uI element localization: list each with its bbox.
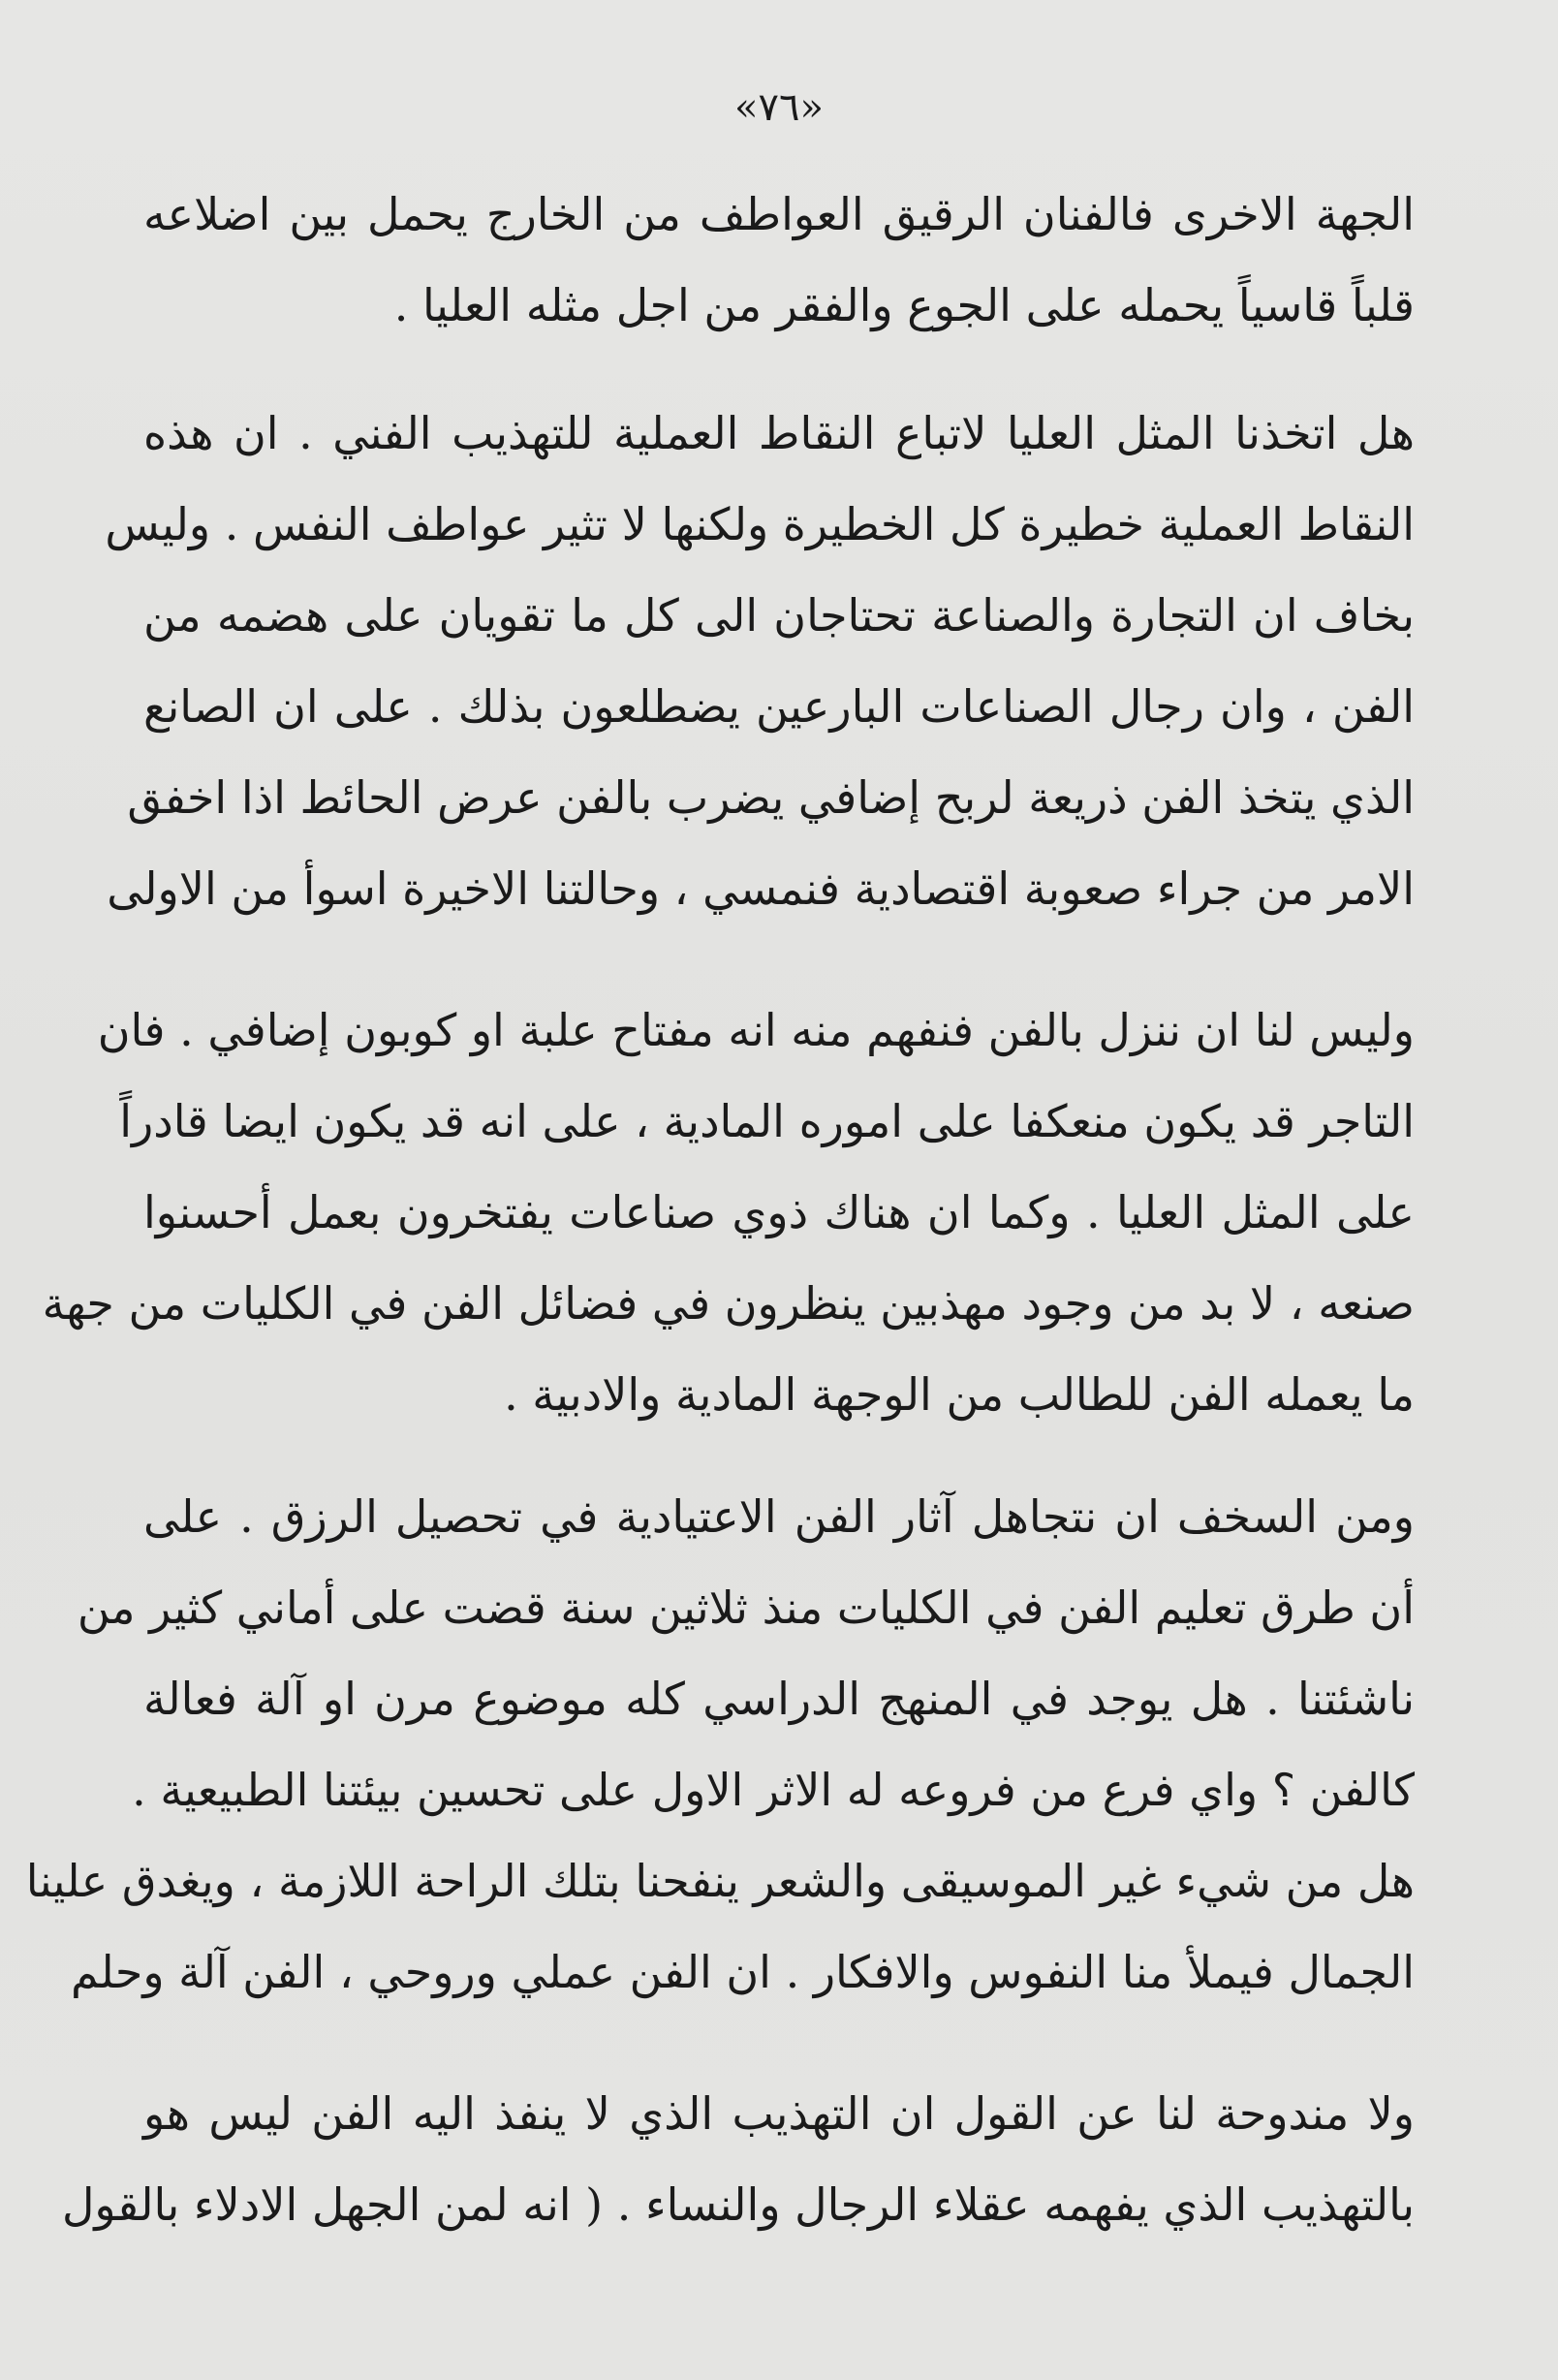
paragraph-4	[25, 1490, 1415, 2039]
text-line: الجهة الاخرى فالفنان الرقيق العواطف من الخارج يحمل بين اضلاعه	[143, 188, 1415, 240]
text-line: كالفن ؟ واي فرع من فروعه له الاثر الاول على تحسين بيئتنا الطبيعية .	[132, 1764, 1415, 1816]
text-line: قلباً قاسياً يحمله على الجوع والفقر من اجل مثله العليا .	[393, 279, 1415, 331]
paragraph-3	[42, 1004, 1415, 1461]
text-line: الذي يتخذ الفن ذريعة لربح إضافي يضرب بالفن عرض الحائط اذا اخفق	[127, 771, 1415, 824]
text-line: ومن السخف ان نتجاهل آثار الفن الاعتيادية في تحصيل الرزق . على	[143, 1490, 1415, 1543]
paragraph-5	[61, 2087, 1415, 2271]
text-line: ما يعمله الفن للطالب من الوجهة المادية والادبية .	[504, 1368, 1415, 1421]
text-line: الامر من جراء صعوبة اقتصادية فنمسي ، وحالتنا الاخيرة اسوأ من الاولى	[107, 862, 1415, 915]
text-line: هل من شيء غير الموسيقى والشعر ينفحنا بتلك الراحة اللازمة ، ويغدق علينا	[25, 1855, 1415, 1907]
text-line: ناشئتنا . هل يوجد في المنهج الدراسي كله موضوع مرن او آلة فعالة	[143, 1673, 1415, 1725]
text-line: ولا مندوحة لنا عن القول ان التهذيب الذي لا ينفذ اليه الفن ليس هو	[143, 2087, 1415, 2140]
paragraph-2	[105, 407, 1415, 955]
text-line: بخاف ان التجارة والصناعة تحتاجان الى كل ما تقويان على هضمه من	[143, 589, 1415, 642]
text-line: الجمال فيملأ منا النفوس والافكار . ان الفن عملي وروحي ، الفن آلة وحلم	[71, 1946, 1415, 1998]
text-line: الفن ، وان رجال الصناعات البارعين يضطلعون بذلك . على ان الصانع	[143, 680, 1415, 733]
page-number: «٧٦»	[734, 85, 824, 130]
paragraph-1	[143, 190, 1415, 372]
text-line: صنعه ، لا بد من وجود مهذبين ينظرون في فضائل الفن في الكليات من جهة	[42, 1277, 1415, 1330]
text-line: وليس لنا ان ننزل بالفن فنفهم منه انه مفتاح علبة او كوبون إضافي . فان	[97, 1004, 1415, 1056]
text-line: على المثل العليا . وكما ان هناك ذوي صناعات يفتخرون بعمل أحسنوا	[143, 1186, 1415, 1238]
text-line: أن طرق تعليم الفن في الكليات منذ ثلاثين سنة قضت على أماني كثير من	[77, 1581, 1415, 1634]
text-line: النقاط العملية خطيرة كل الخطيرة ولكنها لا تثير عواطف النفس . وليس	[105, 498, 1415, 550]
text-line: هل اتخذنا المثل العليا لاتباع النقاط العملية للتهذيب الفني . ان هذه	[143, 407, 1415, 459]
text-line: بالتهذيب الذي يفهمه عقلاء الرجال والنساء . ( انه لمن الجهل الادلاء بالقول	[61, 2178, 1415, 2231]
text-line: التاجر قد يكون منعكفا على اموره المادية ، على انه قد يكون ايضا قادراً	[119, 1095, 1415, 1147]
